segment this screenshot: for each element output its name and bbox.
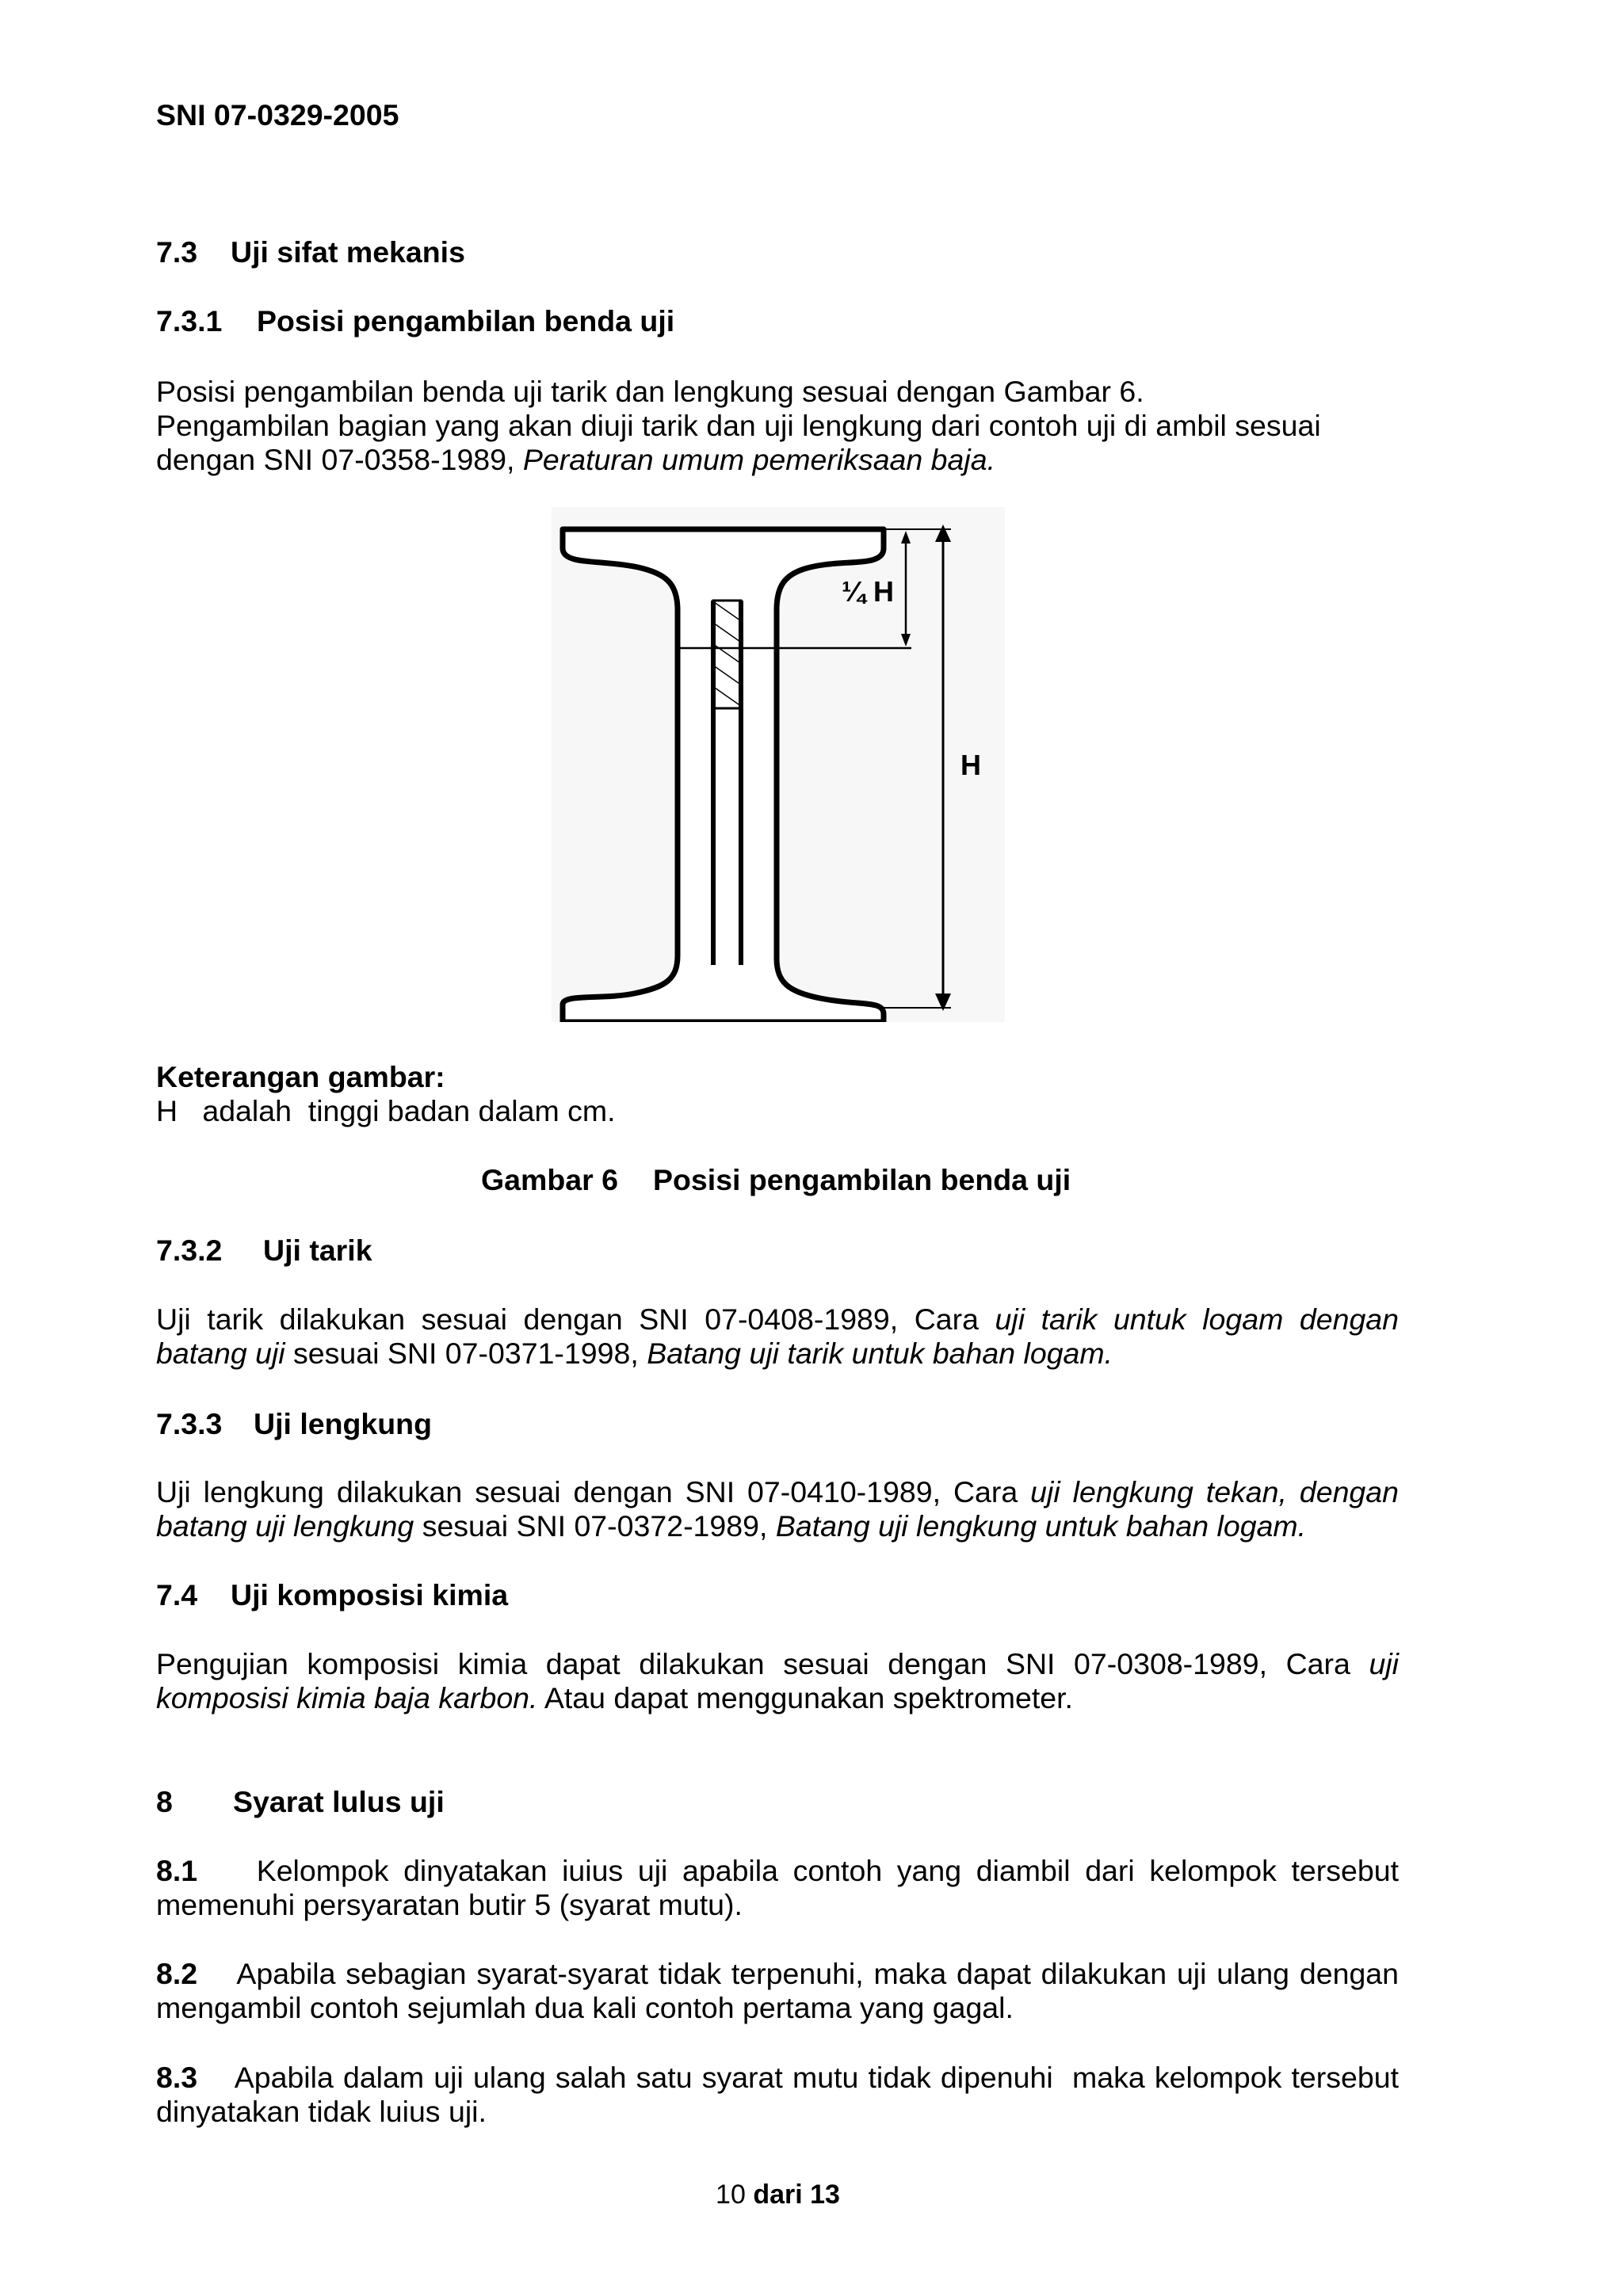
body-text: dengan SNI 07-0358-1989, xyxy=(156,443,523,476)
specimen-hatch xyxy=(713,601,741,708)
body-text: Uji lengkung dilakukan sesuai dengan SNI 07-0410-1989, Cara xyxy=(156,1475,1031,1508)
quarter-h-label: ¼ H xyxy=(842,575,895,608)
page-number: 10 xyxy=(716,2180,746,2210)
section-7-3-3-heading xyxy=(156,1407,432,1441)
section-7-3-heading xyxy=(156,235,465,269)
body-text: Atau dapat menggunakan spektrometer. xyxy=(537,1681,1073,1714)
section-title: Uji komposisi kimia xyxy=(231,1578,509,1611)
standard-title: Peraturan umum pemeriksaan baja. xyxy=(522,443,995,476)
standard-title: uji lengkung tekan, dengan xyxy=(1030,1475,1400,1508)
section-title: Uji lengkung xyxy=(254,1407,432,1440)
section-7-3-2-body xyxy=(156,1302,1399,1371)
figure-legend-text: H adalah tinggi badan dalam cm. xyxy=(156,1094,616,1127)
standard-title: uji xyxy=(1369,1647,1399,1680)
clause-8-2 xyxy=(156,1957,1399,2025)
clause-8-1 xyxy=(156,1854,1399,1922)
section-7-4-body xyxy=(156,1647,1399,1715)
section-title: Uji tarik xyxy=(263,1234,372,1267)
clause-number: 8.1 xyxy=(156,1854,198,1887)
caption-number: Gambar 6 xyxy=(481,1163,618,1196)
figure-caption xyxy=(481,1163,1071,1197)
section-7-3-1-body xyxy=(156,375,1399,477)
clause-text: memenuhi persyaratan butir 5 (syarat mutu). xyxy=(156,1888,743,1921)
standard-title: uji tarik untuk logam dengan xyxy=(995,1302,1400,1336)
body-line xyxy=(156,443,1399,477)
figure-legend-title: Keterangan gambar: xyxy=(156,1060,445,1093)
section-7-4-heading xyxy=(156,1578,508,1612)
page-footer xyxy=(0,2179,1556,2210)
body-line: Posisi pengambilan benda uji tarik dan lengkung sesuai dengan Gambar 6. xyxy=(156,375,1144,408)
body-text: sesuai SNI 07-0372-1989, xyxy=(414,1509,776,1543)
clause-text: Apabila sebagian syarat-syarat tidak terpenuhi, maka dapat dilakukan uji ulang xyxy=(236,1957,1290,1990)
section-number: 7.3.2 xyxy=(156,1234,223,1267)
section-title: Syarat lulus uji xyxy=(233,1785,445,1818)
page-total: dari 13 xyxy=(753,2180,840,2210)
standard-title: komposisi kimia baja karbon. xyxy=(156,1681,538,1714)
section-title: Posisi pengambilan benda uji xyxy=(257,304,675,338)
body-text: Uji tarik dilakukan sesuai dengan SNI 07-0408-1989, Cara xyxy=(156,1302,995,1336)
section-8-heading xyxy=(156,1785,445,1819)
standard-title: Batang uji lengkung untuk bahan logam. xyxy=(775,1509,1307,1543)
clause-text: dengan mengambil contoh sejumlah dua kali contoh pertama yang gagal. xyxy=(156,1957,1400,2024)
standard-title: batang uji lengkung xyxy=(156,1509,414,1543)
i-beam-diagram xyxy=(547,507,1006,1022)
standard-title: batang uji xyxy=(156,1337,285,1370)
caption-title: Posisi pengambilan benda uji xyxy=(653,1163,1071,1196)
clause-text: Apabila dalam uji ulang salah satu syarat mutu tidak dipenuhi maka kelompok xyxy=(234,2061,1282,2094)
section-number: 7.4 xyxy=(156,1578,198,1611)
section-7-3-3-body xyxy=(156,1475,1399,1543)
document-id: SNI 07-0329-2005 xyxy=(156,98,399,132)
clause-8-3 xyxy=(156,2061,1399,2129)
section-number: 7.3.1 xyxy=(156,304,223,338)
body-line: Pengambilan bagian yang akan diuji tarik dan uji lengkung dari contoh uji di ambil sesuai xyxy=(156,409,1321,442)
section-7-3-2-heading xyxy=(156,1234,372,1268)
section-7-3-1-heading xyxy=(156,304,674,338)
body-text: sesuai SNI 07-0371-1998, xyxy=(285,1337,647,1370)
section-number: 7.3.3 xyxy=(156,1407,223,1440)
clause-text: tersebut dinyatakan tidak luius uji. xyxy=(156,2061,1400,2128)
clause-text: Kelompok dinyatakan iuius uji apabila contoh yang diambil dari kelompok tersebut xyxy=(256,1854,1399,1887)
clause-number: 8.3 xyxy=(156,2061,198,2094)
section-number: 7.3 xyxy=(156,235,198,269)
clause-number: 8.2 xyxy=(156,1957,198,1990)
standard-title: Batang uji tarik untuk bahan logam. xyxy=(647,1337,1113,1370)
body-text: Pengujian komposisi kimia dapat dilakukan sesuai dengan SNI 07-0308-1989, Cara xyxy=(156,1647,1369,1680)
section-title: Uji sifat mekanis xyxy=(231,235,465,269)
section-number: 8 xyxy=(156,1785,173,1818)
h-label: H xyxy=(960,749,981,781)
